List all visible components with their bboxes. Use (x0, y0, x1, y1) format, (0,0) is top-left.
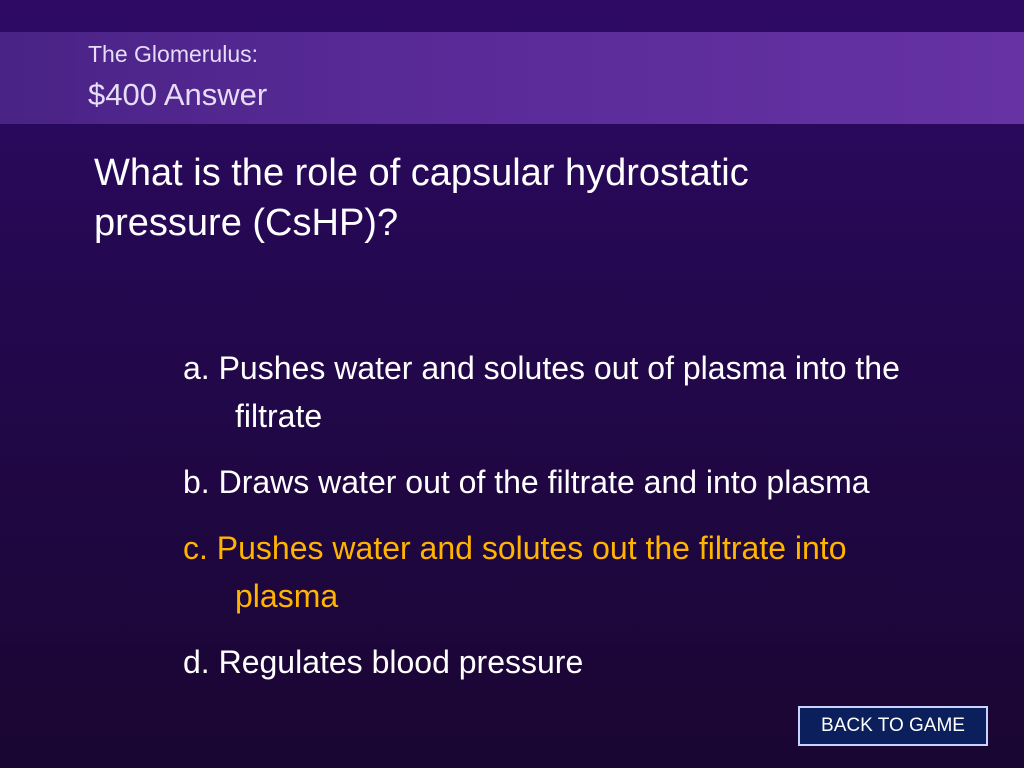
answer-option-a: a. Pushes water and solutes out of plasma into the filtrate (183, 350, 900, 434)
slide-category-title: The Glomerulus: (88, 41, 259, 67)
answer-option-d: d. Regulates blood pressure (183, 644, 584, 680)
answer-option-c-correct: c. Pushes water and solutes out the filtrate into plasma (183, 530, 847, 614)
slide-value-title: $400 Answer (88, 77, 268, 112)
question-text: What is the role of capsular hydrostatic pressure (CsHP)? (94, 152, 749, 244)
answer-list (183, 344, 953, 704)
back-to-game-button[interactable]: BACK TO GAME (798, 706, 988, 746)
answer-option-b: b. Draws water out of the filtrate and into plasma (183, 464, 870, 500)
